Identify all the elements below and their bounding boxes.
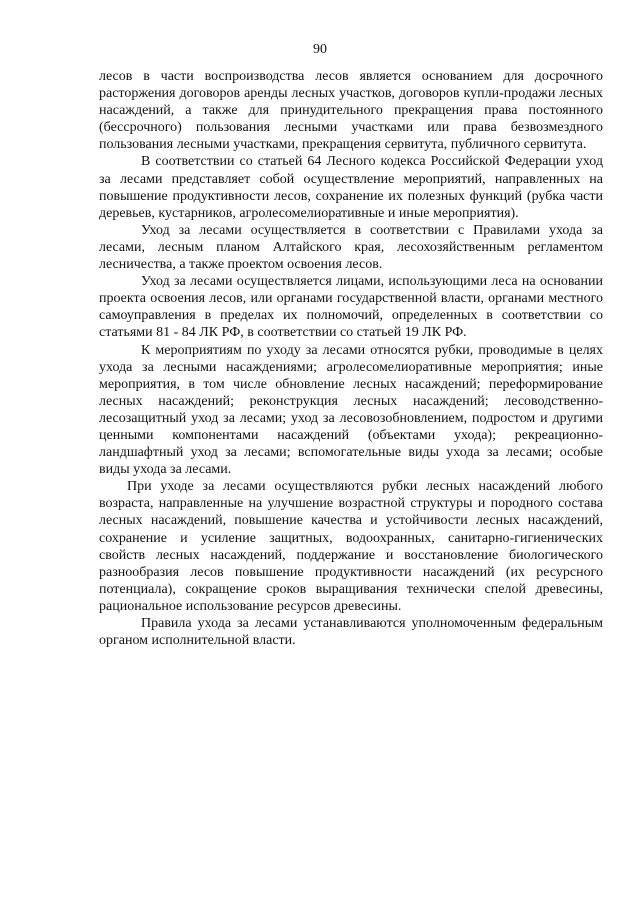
page-number: 90 — [313, 42, 327, 57]
document-body — [99, 68, 603, 649]
paragraph-7: Правила ухода за лесами устанавливаются уполномоченным федеральным органом исполнительной власти. — [99, 616, 603, 649]
paragraph-3: Уход за лесами осуществляется в соответствии с Правилами ухода за лесами, лесным планом Алтайского края, лесохозяйственным регламентом лесничества, а также проектом освоения лесов. — [99, 222, 603, 273]
paragraph-6: При уходе за лесами осуществляются рубки лесных насаждений любого возраста, направленные на улучшение возрастной структуры и породного состава лесных насаждений, повышение качества и устойчивости лесных насаждений, сохранение и усиление защитных, водоохранных, санитарно-гигиенических свойств лесных насаждений, поддержание и восстановление биологического разнообразия лесов повышение продуктивности насаждений (их ресурсного потенциала), сокращение сроков выращивания технически спелой древесины, рациональное использование ресурсов древесины. — [99, 479, 603, 614]
paragraph-1: лесов в части воспроизводства лесов является основанием для досрочного расторжения договоров аренды лесных участков, договоров купли-продажи лесных насаждений, а также для принудительного прекращения права постоянного (бессрочного) пользования лесными участками или права безвозмездного пользования лесными участками, прекращения сервитута, публичного сервитута. — [99, 69, 603, 153]
paragraph-5: К мероприятиям по уходу за лесами относятся рубки, проводимые в целях ухода за лесными насаждениями; агролесомелиоративные мероприятия; иные мероприятия, в том числе обновление лесных насаждений; переформирование лесных насаждений; реконструкция лесных насаждений; лесоводственно-лесозащитный уход за лесами; уход за лесовозобновлением, подростом и другими ценными компонентами насаждений (объектами ухода); рекреационно-ландшафтный уход за лесами; вспомогательные виды ухода за лесами; особые виды ухода за лесами. — [99, 342, 603, 478]
paragraph-4: Уход за лесами осуществляется лицами, использующими леса на основании проекта освоения лесов, или органами государственной власти, органами местного самоуправления в пределах их полномочий, определенных в соответствии со статьями 81 - 84 ЛК РФ, в соответствии со статьей 19 ЛК РФ. — [99, 274, 603, 341]
paragraph-2: В соответствии со статьей 64 Лесного кодекса Российской Федерации уход за лесами представляет собой осуществление мероприятий, направленных на повышение продуктивности лесов, сохранение их полезных функций (рубка части деревьев, кустарников, агролесомелиоративные и иные мероприятия). — [99, 154, 603, 221]
